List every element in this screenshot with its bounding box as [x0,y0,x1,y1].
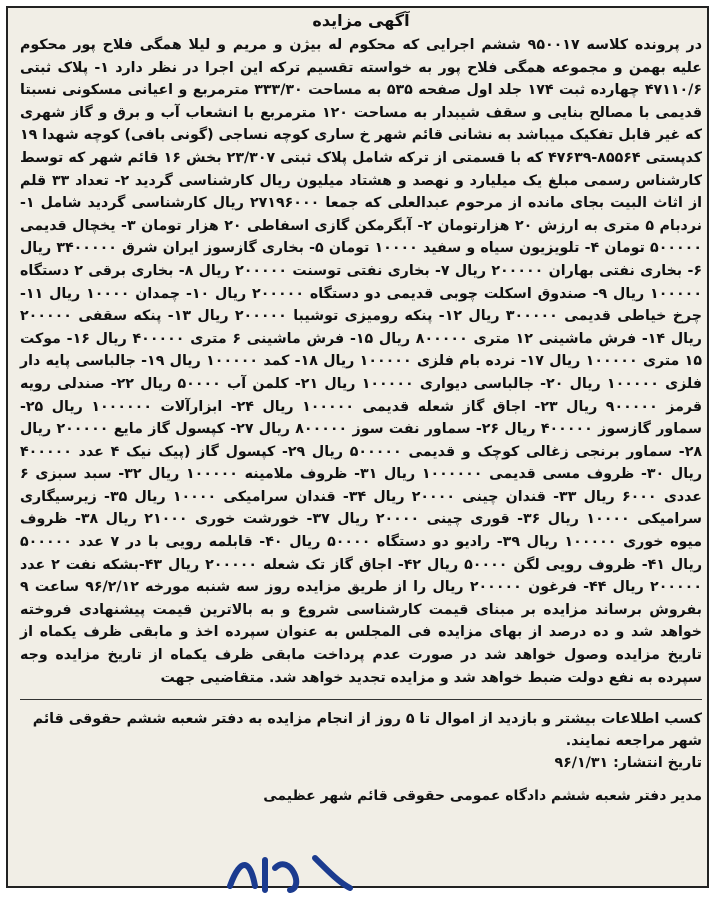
notice-body: در پرونده کلاسه ۹۵۰۰۱۷ ششم اجرایی که محکوم له بیژن و مریم و لیلا همگی فلاح پور محکوم علیه بهمن و مجموعه همگی فلاح پور به خواسته تقسیم ترکه این اجرا در نظر دارد ۱- پلاک ثبتی ۴۷۱۱۰/۶ چهارده ثبت ۱۷۴ جلد اول صفحه ۵۳۵ به مساحت ۳۳۳/۳۰ مترمربع و اعیانی مسکونی نسبتا قدیمی با مصالح بنایی و سقف شیبدار به مساحت ۱۲۰ مترمربع با انشعاب آب و برق و گاز شهری که غیر قابل تفکیک میباشد به نشانی قائم شهر خ ساری کوچه نساجی (گونی بافی) کوچه شهدا ۱۹ کدپستی ۸۵۵۶۴-۴۷۶۳۹ که با قسمتی از ترکه شامل پلاک ثبتی ۲۳/۳۰۷ بخش ۱۶ قائم شهر که توسط کارشناس رسمی مبلغ یک میلیارد و نهصد و هشتاد میلیون ریال کارشناسی گردید ۲- تعداد ۳۳ قلم از اثاث البیت بجای مانده از مرحوم عبدالعلی که جمعا ۲۷۱۹۶۰۰۰ ریال کارشناسی گردید شامل ۱- نردبام ۵ متری به ارزش ۲۰ هزارتومان ۲- آبگرمکن گازی اسفاطی ۲۰ هزار تومان ۳- یخچال قدیمی ۵۰۰۰۰۰ تومان ۴- تلویزیون سیاه و سفید ۱۰۰۰۰ تومان ۵- بخاری گازسوز ایران شرق ۳۴۰۰۰۰۰ ریال ۶- بخاری نفتی بهاران ۲۰۰۰۰۰ ریال ۷- بخاری نفتی توسنت ۲۰۰۰۰۰ ریال ۸- بخاری برقی ۲ دستگاه ۱۰۰۰۰۰ ریال ۹- صندوق اسکلت چوبی قدیمی دو دستگاه ۲۰۰۰۰۰ ریال ۱۰- چمدان ۱۰۰۰۰ ریال ۱۱-چرخ خیاطی قدیمی ۳۰۰۰۰۰ ریال ۱۲- پنکه رومیزی توشیبا ۲۰۰۰۰۰ ریال ۱۳- پنکه سقفی ۲۰۰۰۰۰ ریال ۱۴- فرش ماشینی ۱۲ متری ۸۰۰۰۰۰ ریال ۱۵- فرش ماشینی ۶ متری ۴۰۰۰۰۰ ریال ۱۶- موکت ۱۵ متری ۱۰۰۰۰۰ ریال ۱۷- نرده بام فلزی ۱۰۰۰۰۰ ریال ۱۸- کمد ۱۰۰۰۰۰ ریال ۱۹- جالباسی پایه دار فلزی ۱۰۰۰۰۰ ریال ۲۰- جالباسی دیواری ۱۰۰۰۰۰ ریال ۲۱- کلمن آب ۵۰۰۰۰ ریال ۲۲- صندلی رویه قرمز ۹۰۰۰۰۰ ریال ۲۳- اجاق گاز شعله قدیمی ۱۰۰۰۰۰ ریال ۲۴- ابزارآلات ۱۰۰۰۰۰۰ ریال ۲۵- سماور گازسوز ۴۰۰۰۰۰ ریال ۲۶- سماور نفت سوز ۸۰۰۰۰۰ ریال ۲۷- کپسول گاز مایع ۲۰۰۰۰۰ ریال ۲۸- سماور برنجی زغالی کوچک و قدیمی ۵۰۰۰۰۰ ریال ۲۹- کپسول گاز (پیک نیک ۴ عدد ۴۰۰۰۰۰ ریال ۳۰- ظروف مسی قدیمی ۱۰۰۰۰۰۰ ریال ۳۱- ظروف ملامینه ۱۰۰۰۰۰ ریال ۳۲- سبد سبزی ۶ عددی ۶۰۰۰ ریال ۳۳- قندان چینی ۲۰۰۰۰ ریال ۳۴- قندان سرامیکی ۱۰۰۰۰ ریال ۳۵- زیرسیگاری سرامیکی ۱۰۰۰۰ ریال ۳۶- قوری چینی ۲۰۰۰۰ ریال ۳۷- خورشت خوری ۲۱۰۰۰ ریال ۳۸- ظروف میوه خوری ۱۰۰۰۰۰ ریال ۳۹- رادیو دو دستگاه ۵۰۰۰۰ ریال ۴۰- قابلمه رویی با در ۷ عدد ۵۰۰۰۰۰ ریال ۴۱- ظروف رویی لگن ۵۰۰۰۰ ریال ۴۲- اجاق گاز تک شعله ۲۰۰۰۰۰ ریال ۴۳-بشکه نفت ۲ عدد ۲۰۰۰۰۰ ریال ۴۴- فرغون ۲۰۰۰۰۰ ریال را از طریق مزایده روز سه شنبه مورخه ۹۶/۲/۱۲ ساعت ۹ بفروش برساند مزایده بر مبنای قیمت کارشناسی شروع و به بالاترین قیمت پیشنهادی فروخته خواهد شد و ده درصد از بهای مزایده فی المجلس به عنوان سپرده اخذ و مابقی ظرف یکماه از تاریخ مزایده وصول خواهد شد در صورت عدم پرداخت مابقی ظرف یکماه از تاریخ مزایده وجه سپرده به نفع دولت ضبط خواهد شد و مزایده تجدید خواهد شد. متقاضیی جهت [20,37,703,686]
notice-footer: کسب اطلاعات بیشتر و بازدید از اموال تا ۵ روز از انجام مزایده به دفتر شعبه ششم حقوقی قائم شهر مراجعه نمایند. [32,711,702,750]
notice-title: آگهی مزایده [312,11,410,30]
auction-notice [20,10,702,808]
publish-date: تاریخ انتشار: ۹۶/۱/۳۱ [554,755,702,772]
footer-divider [20,699,702,700]
signature-block: مدیر دفتر شعبه ششم دادگاه عمومی حقوقی قائم شهر عظیمی [263,788,702,805]
handwritten-mark [220,848,360,898]
